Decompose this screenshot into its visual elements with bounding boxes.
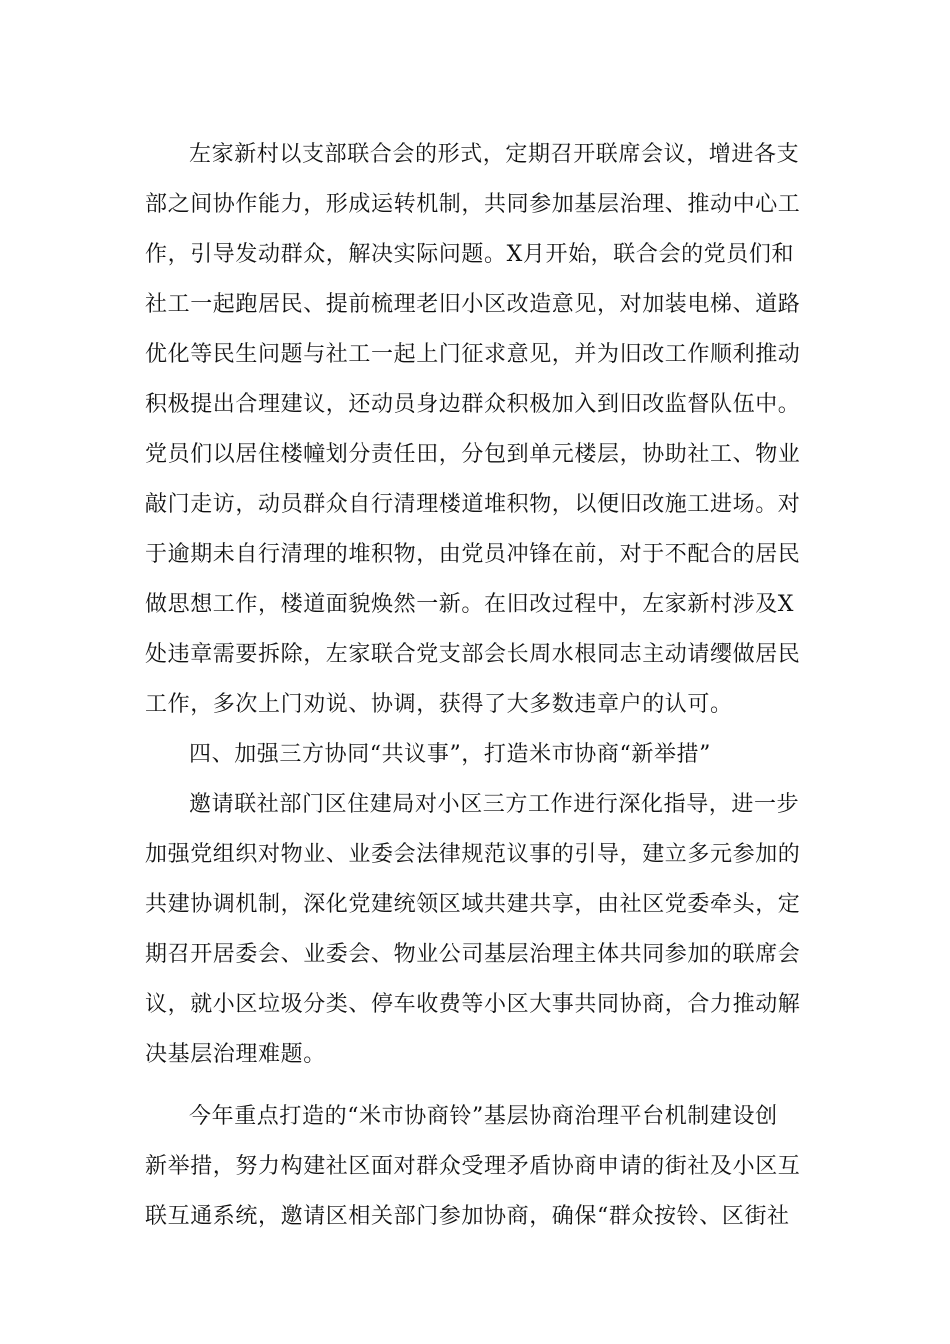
paragraph-line: 工作，多次上门劝说、协调，获得了大多数违章户的认可。 [145,692,733,717]
paragraph-line: 今年重点打造的“米市协商铃”基层协商治理平台机制建设创 [189,1104,778,1129]
paragraph-line: 议，就小区垃圾分类、停车收费等小区大事共同协商，合力推动解 [145,992,801,1017]
paragraph-line: 新举措，努力构建社区面对群众受理矛盾协商申请的街社及小区互 [145,1154,801,1179]
paragraph-line: 联互通系统，邀请区相关部门参加协商，确保“群众按铃、区街社 [145,1204,790,1229]
paragraph-line: 党员们以居住楼幢划分责任田，分包到单元楼层，协助社工、物业 [145,442,801,467]
paragraph-line: 作，引导发动群众，解决实际问题。X月开始，联合会的党员们和 [145,242,795,267]
paragraph-line: 社工一起跑居民、提前梳理老旧小区改造意见，对加装电梯、道路 [145,292,801,317]
paragraph-2 [145,780,807,1080]
paragraph-line: 决基层治理难题。 [145,1042,326,1067]
paragraph-3 [145,1092,807,1242]
paragraph-line: 邀请联社部门区住建局对小区三方工作进行深化指导，进一步 [189,792,800,817]
paragraph-line: 优化等民生问题与社工一起上门征求意见，并为旧改工作顺利推动 [145,342,801,367]
paragraph-spacer [145,1080,807,1092]
document-body [145,130,807,1242]
paragraph-line: 敲门走访，动员群众自行清理楼道堆积物，以便旧改施工进场。对 [145,492,801,517]
paragraph-line: 左家新村以支部联合会的形式，定期召开联席会议，增进各支 [189,142,800,167]
paragraph-line: 积极提出合理建议，还动员身边群众积极加入到旧改监督队伍中。 [145,392,801,417]
paragraph-1 [145,130,807,730]
paragraph-line: 共建协调机制，深化党建统领区域共建共享，由社区党委牵头，定 [145,892,801,917]
paragraph-line: 处违章需要拆除，左家联合党支部会长周水根同志主动请缨做居民 [145,642,801,667]
paragraph-line: 期召开居委会、业委会、物业公司基层治理主体共同参加的联席会 [145,942,801,967]
paragraph-line: 做思想工作，楼道面貌焕然一新。在旧改过程中，左家新村涉及X [145,592,795,617]
section-heading: 四、加强三方协同“共议事”，打造米市协商“新举措” [189,742,711,767]
paragraph-line: 加强党组织对物业、业委会法律规范议事的引导，建立多元参加的 [145,842,801,867]
paragraph-line: 于逾期未自行清理的堆积物，由党员冲锋在前，对于不配合的居民 [145,542,801,567]
paragraph-line: 部之间协作能力，形成运转机制，共同参加基层治理、推动中心工 [145,192,801,217]
